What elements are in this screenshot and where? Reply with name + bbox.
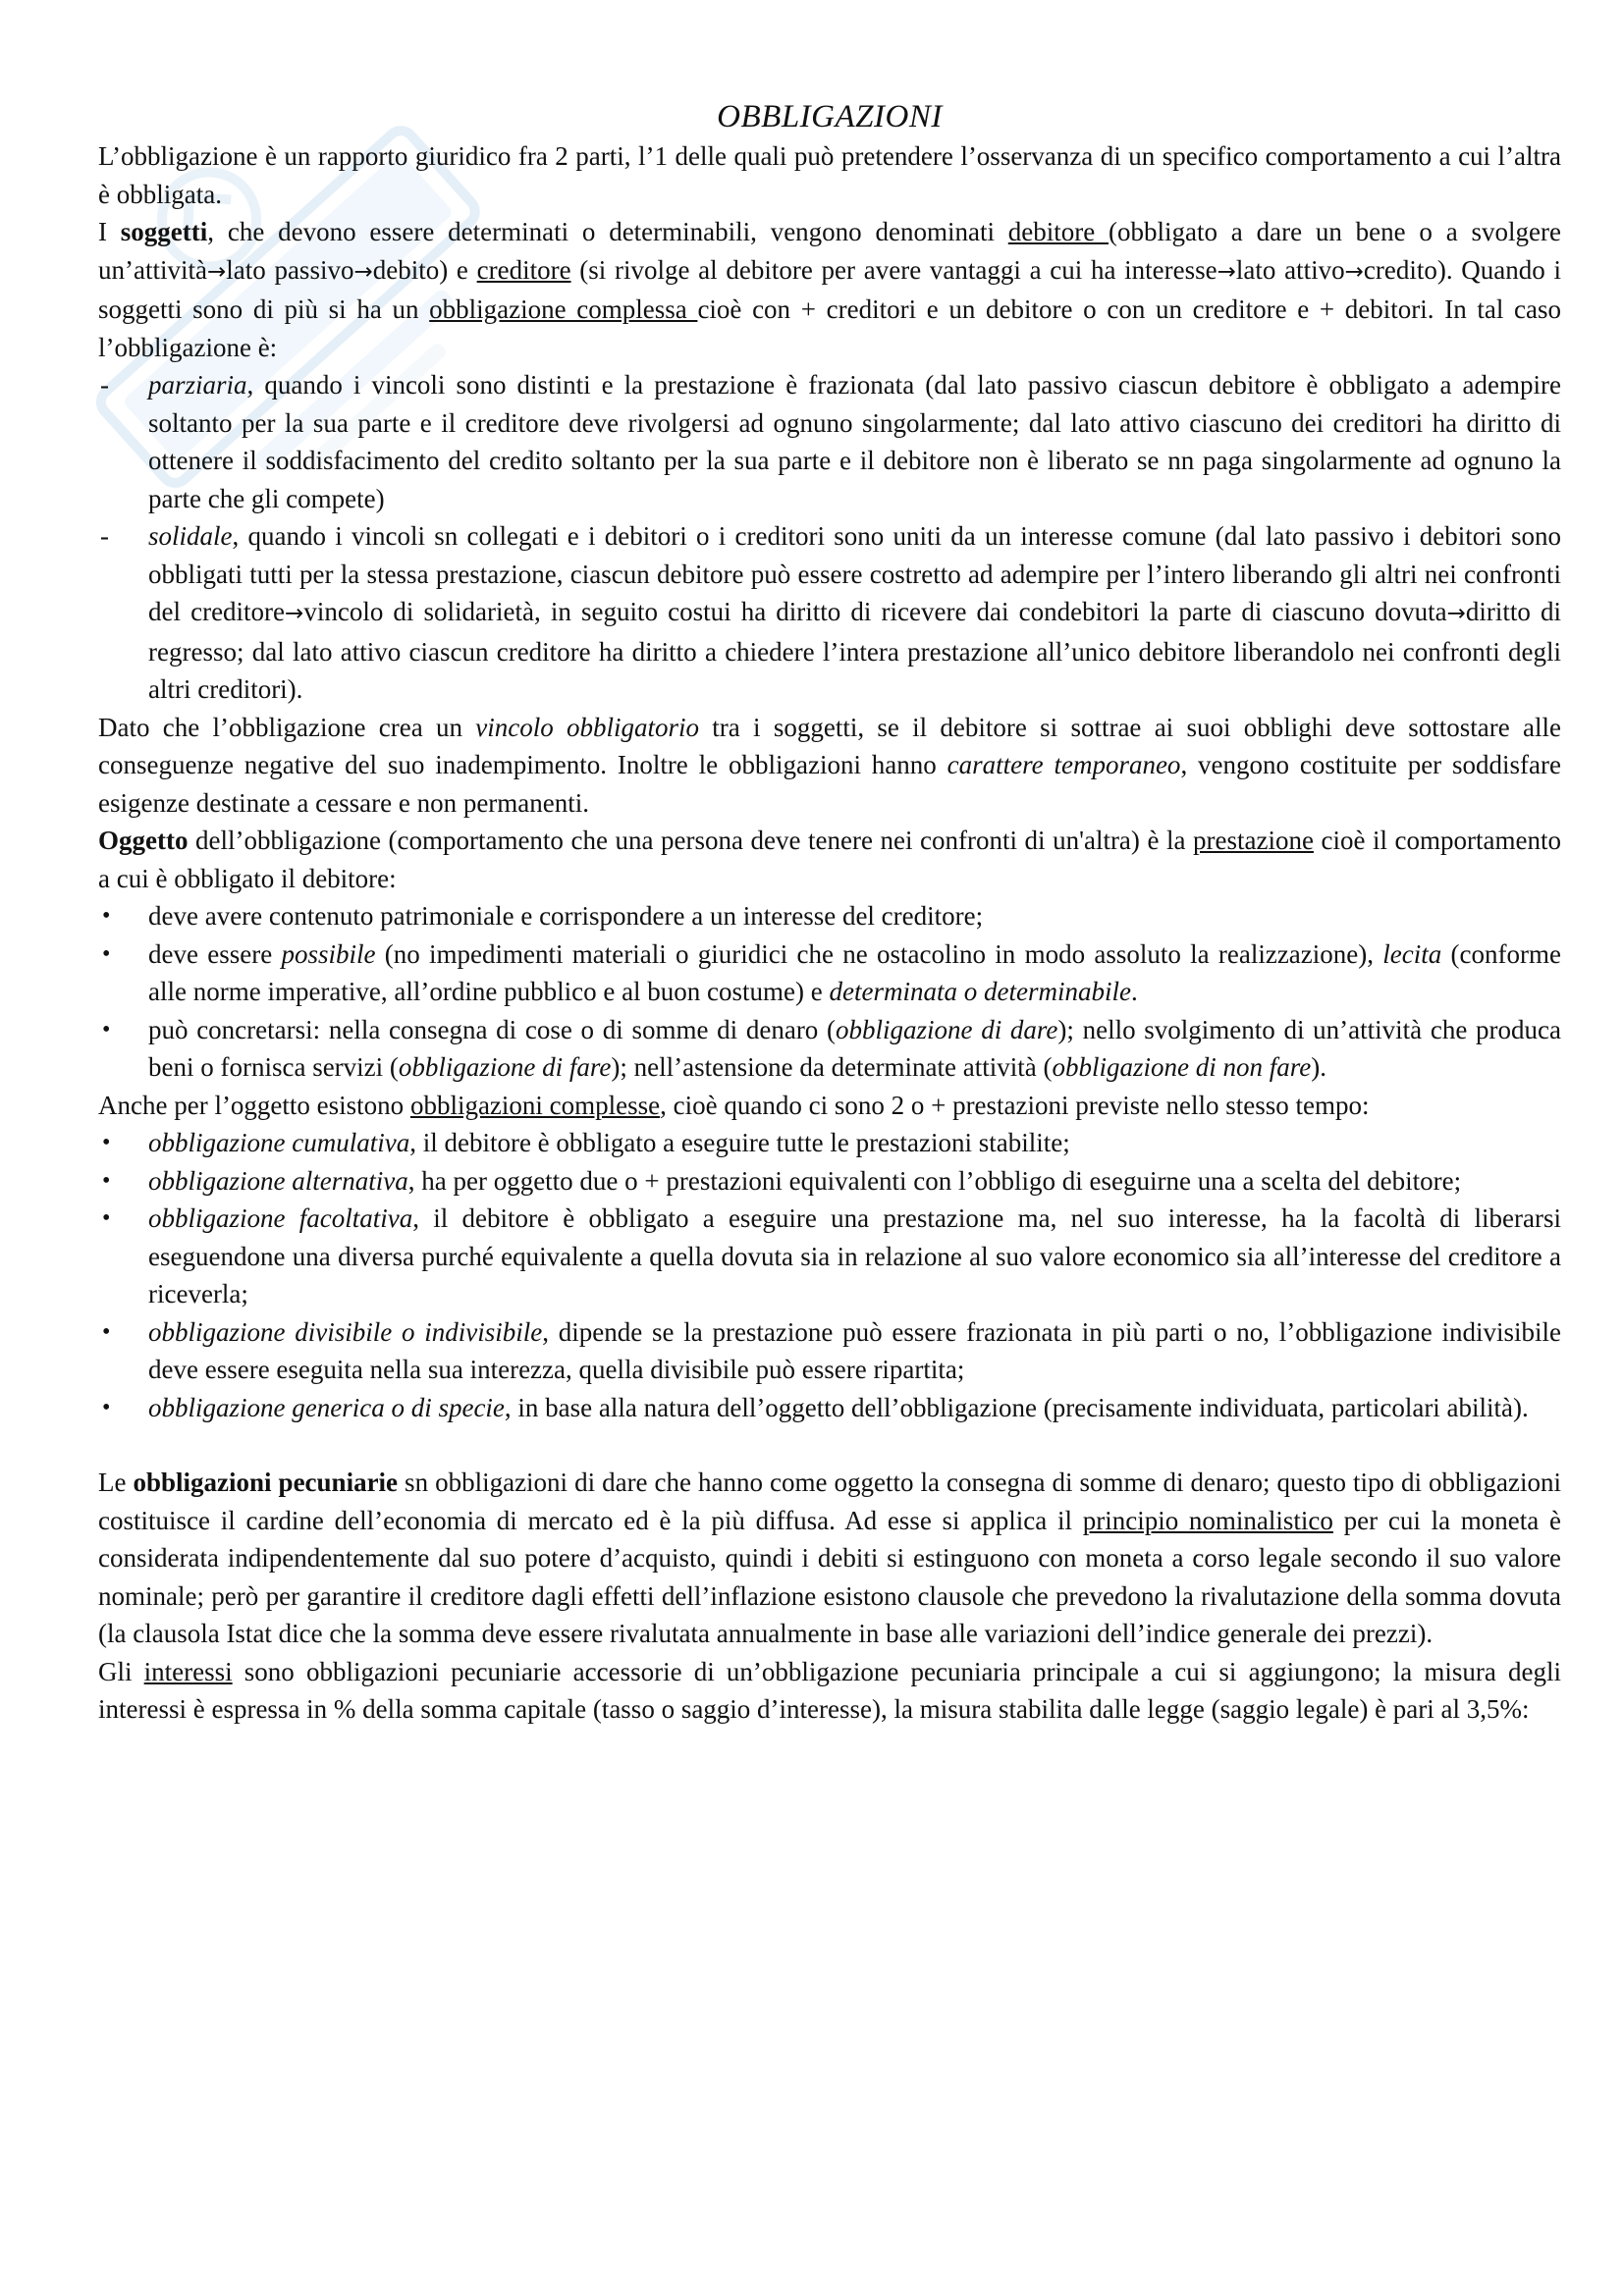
arrow-icon: →	[206, 258, 227, 285]
term-oggetto: Oggetto	[98, 826, 189, 855]
list-item: • deve avere contenuto patrimoniale e corrispondere a un interesse del creditore;	[98, 897, 1561, 935]
pecuniarie-paragraph: Le obbligazioni pecuniarie sn obbligazioni di dare che hanno come oggetto la consegna di somme di denaro; questo tipo di obbligazioni costituisce il cardine dell’economia di mercato ed è la più diffusa. Ad esse si applica il principio nominalistico per cui la moneta è considerata indipendentemente dal suo potere d’acquisto, quindi i debiti si estinguono con moneta a corso legale secondo il suo valore nominale; però per garantire il creditore dagli effetti dell’inflazione esistono clausole che prevedono la rivalutazione della somma dovuta (la clausola Istat dice che la somma deve essere rivalutata annualmente in base alle variazioni dell’indice generale dei prezzi).	[98, 1468, 1561, 1648]
list-item: • obbligazione divisibile o indivisibile, dipende se la prestazione può essere frazionata in più parti o no, l’obbligazione indivisibile deve essere eseguita nella sua interezza, quella divisibile può essere ripartita;	[98, 1313, 1561, 1389]
complesse-paragraph: Anche per l’oggetto esistono obbligazioni complesse, cioè quando ci sono 2 o + prestazioni previste nello stesso tempo:	[98, 1090, 1370, 1120]
list-item: • obbligazione generica o di specie, in base alla natura dell’oggetto dell’obbligazione (precisamente individuata, particolari abilità).	[98, 1389, 1561, 1427]
vincolo-paragraph: Dato che l’obbligazione crea un vincolo obbligatorio tra i soggetti, se il debitore si sottrae ai suoi obblighi deve sottostare alle conseguenze negative del suo inadempimento. Inoltre le obbligazioni hanno carattere temporaneo, vengono costituite per soddisfare esigenze destinate a cessare e non permanenti.	[98, 712, 1562, 818]
term-soggetti: soggetti	[120, 217, 208, 246]
interessi-paragraph: Gli interessi sono obbligazioni pecuniarie accessorie di un’obbligazione pecuniaria principale a cui si aggiungono; la misura degli interessi è espressa in % della somma capitale (tasso o saggio d’interesse), la misura stabilita dalle legge (saggio legale) è pari al 3,5%:	[98, 1656, 1561, 1724]
document-body	[98, 96, 1561, 1729]
list-item: • deve essere possibile (no impedimenti materiali o giuridici che ne ostacolino in modo assoluto la realizzazione), lecita (conforme alle norme imperative, all’ordine pubblico e al buon costume) e determinata o determinabile.	[98, 935, 1561, 1011]
obbligazioni-complesse-list	[98, 1124, 1561, 1426]
arrow-icon: →	[353, 258, 373, 285]
list-item: • può concretarsi: nella consegna di cose o di somme di denaro (obbligazione di dare); nello svolgimento di un’attività che produca beni o fornisca servizi (obbligazione di fare); nell’astensione da determinate attività (obbligazione di non fare).	[98, 1011, 1561, 1087]
arrow-icon: →	[1446, 601, 1466, 626]
term-debitore: debitore	[1007, 217, 1109, 246]
obbligazione-types-list	[98, 366, 1561, 709]
term-obbligazione-complessa: obbligazione complessa	[429, 294, 698, 324]
arrow-icon: →	[1344, 258, 1364, 285]
oggetto-paragraph: Oggetto dell’obbligazione (comportamento che una persona deve tenere nei confronti di un'altra) è la prestazione cioè il comportamento a cui è obbligato il debitore:	[98, 826, 1562, 893]
term-creditore: creditore	[476, 254, 571, 285]
list-item: • obbligazione alternativa, ha per oggetto due o + prestazioni equivalenti con l’obbligo di eseguirne una a scelta del debitore;	[98, 1162, 1561, 1201]
list-item-solidale: - solidale, quando i vincoli sn collegati e i debitori o i creditori sono uniti da un interesse comune (dal lato passivo i debitori sono obbligati tutti per la stessa prestazione, ciascun debitore può essere costretto ad adempire per l’intero liberando gli altri nei confronti del creditore→vincolo di solidarietà, in seguito costui ha diritto di ricevere dai condebitori la parte di ciascuno dovuta→diritto di regresso; dal lato attivo ciascun creditore ha diritto a chiedere l’intera prestazione all’unico debitore liberandolo nei confronti degli altri creditori).	[98, 517, 1561, 709]
term-prestazione: prestazione	[1193, 826, 1314, 855]
page-title: OBBLIGAZIONI	[717, 99, 943, 134]
arrow-icon: →	[1217, 258, 1236, 285]
list-item: • obbligazione cumulativa, il debitore è obbligato a eseguire tutte le prestazioni stabilite;	[98, 1124, 1561, 1162]
term-obbligazioni-pecuniarie: obbligazioni pecuniarie	[133, 1468, 399, 1497]
intro-paragraph: L’obbligazione è un rapporto giuridico fra 2 parti, l’1 delle quali può pretendere l’osservanza di un specifico comportamento a cui l’altra è obbligata.	[98, 141, 1561, 209]
arrow-icon: →	[285, 601, 304, 626]
list-item-parziaria: - parziaria, quando i vincoli sono distinti e la prestazione è frazionata (dal lato passivo ciascun debitore è obbligato a adempire soltanto per la sua parte e il creditore deve rivolgersi ad ognuno singolarmente; dal lato attivo ciascuno dei creditori ha diritto di ottenere il soddisfacimento del credito soltanto per la sua parte e il debitore non è liberato se nn paga singolarmente ad ognuno la parte che gli compete)	[98, 366, 1561, 517]
list-item: • obbligazione facoltativa, il debitore è obbligato a eseguire una prestazione ma, nel suo interesse, ha la facoltà di liberarsi eseguendone una diversa purché equivalente a quella dovuta sia in relazione al suo valore economico sia all’interesse del creditore a riceverla;	[98, 1200, 1561, 1313]
soggetti-paragraph: I soggetti, che devono essere determinati o determinabili, vengono denominati debitore (obbligato a dare un bene o a svolgere un’attività→lato passivo→debito) e creditore (si rivolge al debitore per avere vantaggi a cui ha interesse→lato attivo→credito). Quando i soggetti sono di più si ha un obbligazione complessa cioè con + creditori e un debitore o con un creditore e + debitori. In tal caso l’obbligazione è:	[98, 217, 1561, 362]
prestazione-requirements-list	[98, 897, 1561, 1087]
paragraph-gap	[98, 1426, 1561, 1464]
term-principio-nominalistico: principio nominalistico	[1082, 1505, 1333, 1535]
term-interessi: interessi	[143, 1656, 233, 1686]
